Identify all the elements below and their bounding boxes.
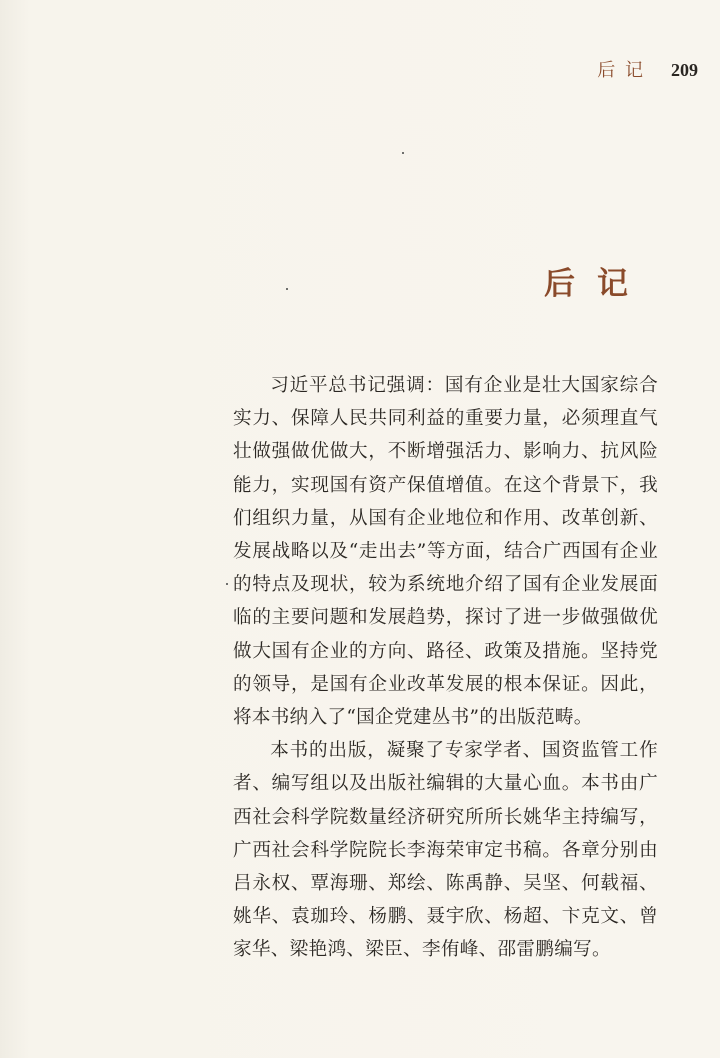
chapter-title: 后记 [544,266,650,302]
paragraph: 习近平总书记强调：国有企业是壮大国家综合实力、保障人民共同利益的重要力量，必须理直气壮做强做优做大，不断增强活力、影响力、抗风险能力，实现国有资产保值增值。在这个背景下，我们组织力量，从国有企业地位和作用、改革创新、发展战略以及“走出去”等方面，结合广西国有企业的特点及现状，较为系统地介绍了国有企业发展面临的主要问题和发展趋势，探讨了进一步做强做优做大国有企业的方向、路径、政策及措施。坚持党的领导，是国有企业改革发展的根本保证。因此，将本书纳入了“国企党建丛书”的出版范畴。 [233,375,658,729]
body-text [233,369,658,967]
speck [226,583,228,585]
paragraph: 本书的出版，凝聚了专家学者、国资监管工作者、编写组以及出版社编辑的大量心血。本书由广西社会科学院数量经济研究所所长姚华主持编写，广西社会科学院院长李海荣审定书稿。各章分别由吕永权、覃海珊、郑绘、陈禹静、吴坚、何载福、姚华、袁珈玲、杨鹏、聂宇欣、杨超、卞克文、曾家华、梁艳鸿、梁臣、李侑峰、邵雷鹏编写。 [233,740,658,961]
speck [402,152,404,154]
running-header [597,56,698,82]
running-title: 后 记 [597,60,645,81]
speck [286,288,288,290]
page-number: 209 [671,60,698,80]
